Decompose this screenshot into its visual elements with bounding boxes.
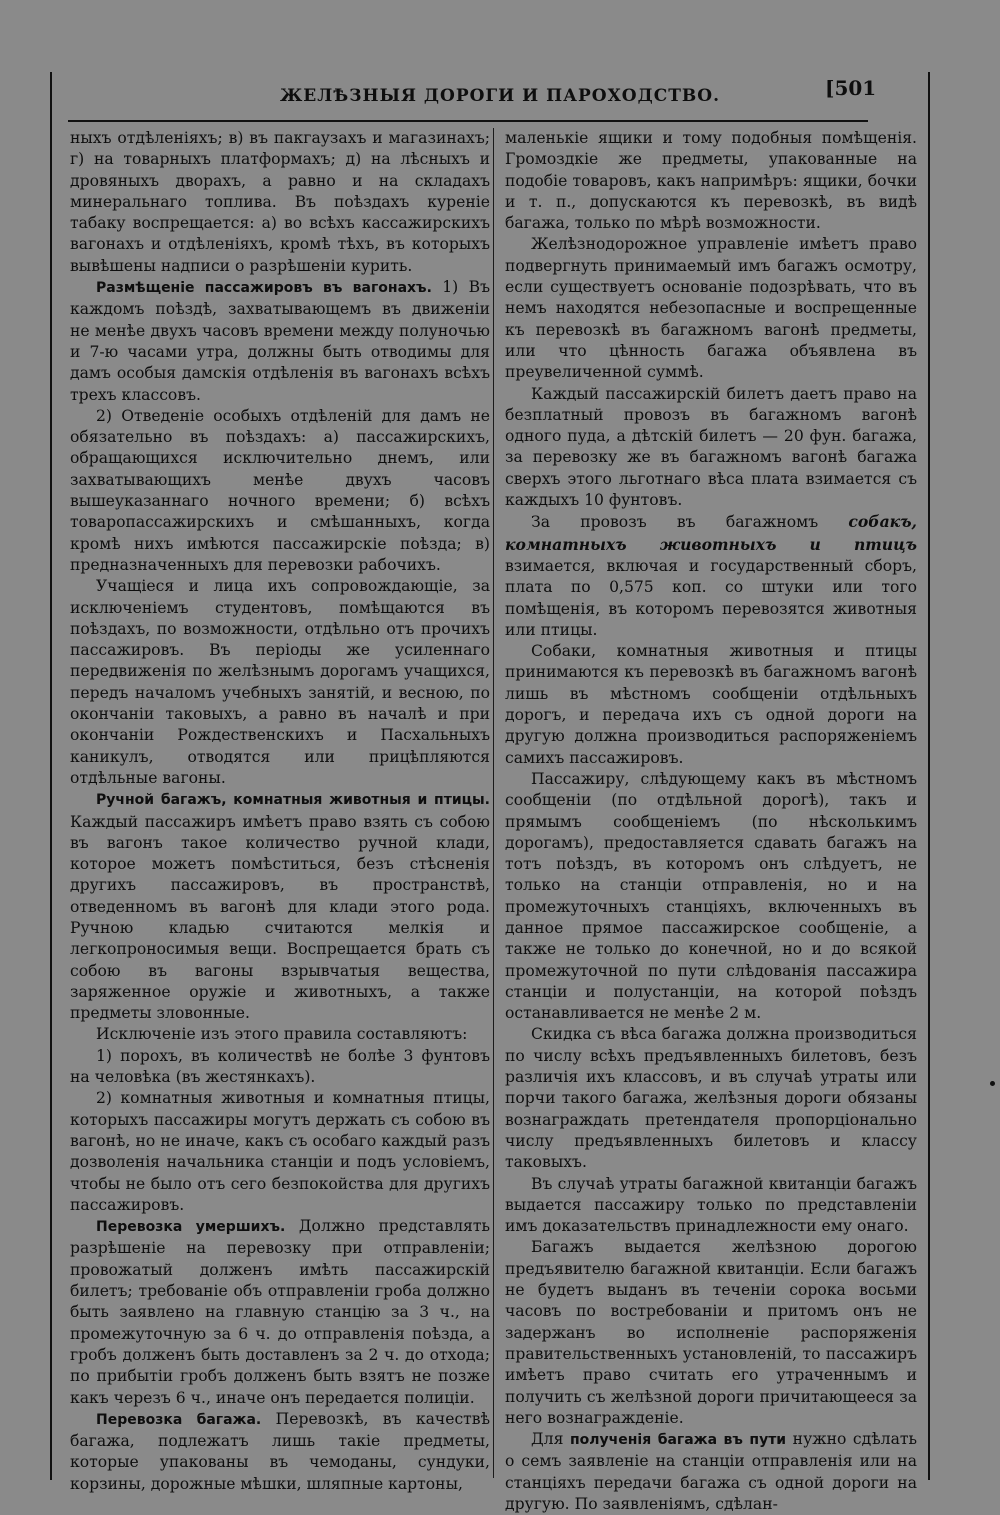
paragraph: Въ случаѣ утраты багажной квитанціи багажъ выдается пассажиру только по представленіи имъ доказательствъ принадлежности ему онаго. [505, 1174, 917, 1236]
paragraph: Желѣзнодорожное управленіе имѣетъ право подвергнуть принимаемый имъ багажъ осмотру, если существуетъ основаніе подозрѣвать, что въ немъ находятся небезопасные и воспрещенные къ перевозкѣ въ багажномъ вагонѣ предметы, или что цѣнность багажа объявлена въ преувеличенной суммѣ. [505, 235, 917, 382]
paragraph-text: 1) Въ каждомъ поѣздѣ, захватывающемъ въ движеніи не менѣе двухъ часовъ времени между полуночью и 7-ю часами утра, должны быть отводимы для дамъ особыя дамскія отдѣленія въ вагонахъ всѣхъ трехъ классовъ. [70, 278, 490, 404]
paragraph: Исключеніе изъ этого правила составляютъ: [96, 1025, 468, 1044]
section-heading: Размѣщеніе пассажировъ въ вагонахъ. [96, 280, 432, 297]
paragraph: Скидка съ вѣса багажа должна производиться по числу всѣхъ предъявленныхъ билетовъ, безъ различія ихъ классовъ, и въ случаѣ утраты или порчи такого багажа, желѣзныя дороги обязаны вознаграждать претендателя пропорціонально числу предъявленныхъ билетовъ и классу таковыхъ. [505, 1025, 917, 1172]
italic-emphasis: собакъ, комнатныхъ животныхъ и птицъ [505, 512, 917, 554]
paragraph [505, 511, 917, 641]
running-header: ЖЕЛѢЗНЫЯ ДОРОГИ И ПАРОХОДСТВО. [279, 86, 721, 106]
ink-speck [990, 1081, 995, 1086]
paragraph: Учащіеся и лица ихъ сопровождающіе, за исключеніемъ студентовъ, помѣщаются въ поѣздахъ, по возможности, отдѣльно отъ прочихъ пассажировъ. Въ періоды же усиленнаго передвиженія по желѣзнымъ дорогамъ учащихся, передъ началомъ учебныхъ занятій, и весною, по окончаніи таковыхъ, а равно въ началѣ и при окончаніи Рождественскихъ и Пасхальныхъ каникулъ, отводятся или прицѣпляются отдѣльные вагоны. [70, 577, 490, 787]
left-column [70, 128, 490, 1495]
paragraph: Собаки, комнатныя животныя и птицы принимаются къ перевозкѣ въ багажномъ вагонѣ лишь въ мѣстномъ сообщеніи отдѣльныхъ дорогъ, и передача ихъ съ одной дороги на другую должна производиться распоряженіемъ самихъ пассажировъ. [505, 642, 917, 767]
paragraph: 2) комнатныя животныя и комнатныя птицы, которыхъ пассажиры могутъ держать съ собою въ вагонѣ, но не иначе, какъ съ особаго каждый разъ дозволенія начальника станціи и подъ условіемъ, чтобы не было отъ сего безпокойства для другихъ пассажировъ. [70, 1089, 490, 1214]
paragraph: Пассажиру, слѣдующему какъ въ мѣстномъ сообщеніи (по отдѣльной дорогѣ), такъ и прямымъ сообщеніемъ (по нѣсколькимъ дорогамъ), предоставляется сдавать багажъ на тотъ поѣздъ, въ которомъ онъ слѣдуетъ, не только на станціи отправленія, но и на промежуточныхъ станціяхъ, включенныхъ въ данное прямое пассажирское сообщеніе, а также не только до конечной, но и до всякой промежуточной по пути слѣдованія пассажира станціи и полустанціи, на которой поѣздъ останавливается не менѣе 2 м. [505, 769, 917, 1023]
right-column [505, 128, 917, 1515]
paragraph-text: Перевозкѣ, въ качествѣ багажа, подлежатъ лишь такіе предметы, которые упакованы въ чемоданы, сундуки, корзины, дорожные мѣшки, шляпные картоны, [70, 1409, 490, 1493]
paragraph [70, 789, 490, 1024]
paragraph [505, 1429, 917, 1515]
paragraph: 1) порохъ, въ количествѣ не болѣе 3 фунтовъ на человѣка (въ жестянкахъ). [70, 1046, 490, 1087]
paragraph-text: Для [531, 1430, 570, 1449]
paragraph: Каждый пассажирскій билетъ даетъ право на безплатный провозъ въ багажномъ вагонѣ одного пуда, а дѣтскій билетъ — 20 фун. багажа, за перевозку же въ багажномъ вагонѣ багажа сверхъ этого льготнаго вѣса плата взимается съ каждыхъ 10 фунтовъ. [505, 384, 917, 510]
paragraph [70, 1409, 490, 1495]
bold-emphasis: полученія багажа въ пути [569, 1432, 787, 1449]
paragraph: маленькіе ящики и тому подобныя помѣщенія. Громоздкіе же предметы, упакованные на подобіе товаровъ, какъ напримѣръ: ящики, бочки и т. п., допускаются къ перевозкѣ, въ видѣ багажа, только по мѣрѣ возможности. [505, 129, 917, 233]
paragraph-text: За провозъ въ багажномъ [531, 513, 849, 532]
section-heading: Перевозка умершихъ. [96, 1219, 286, 1236]
paragraph [70, 1216, 490, 1409]
column-divider [493, 128, 494, 1478]
paragraph-text: Каждый пассажиръ имѣетъ право взять съ собою въ вагонъ такое количество ручной клади, которое можетъ помѣститься, безъ стѣсненія другихъ пассажировъ, въ пространствѣ, отведенномъ въ вагонѣ для клади этого рода. Ручною кладью считаются мелкія и легкопроносимыя вещи. Воспрещается брать съ собою въ вагоны взрывчатыя вещества, заряженное оружіе и животныхъ, а также предметы зловонные. [70, 812, 490, 1023]
section-heading: Перевозка багажа. [96, 1411, 262, 1428]
paragraph: 2) Отведеніе особыхъ отдѣленій для дамъ не обязательно въ поѣздахъ: а) пассажирскихъ, обращающихся исключительно днемъ, или захватывающихъ менѣе двухъ часовъ вышеуказаннаго ночного времени; б) всѣхъ товаропассажирскихъ и смѣшанныхъ, когда кромѣ нихъ имѣются пассажирскіе поѣзда; в) предназначенныхъ для перевозки рабочихъ. [70, 406, 490, 574]
page-number: [501 [825, 76, 877, 100]
paragraph [70, 277, 490, 406]
header-rule [68, 120, 868, 122]
section-heading: Ручной багажъ, комнатныя животныя и птицы. [96, 792, 490, 809]
paragraph-text: Должно представлять разрѣшеніе на перевозку при отправленіи; провожатый долженъ имѣть пассажирскій билетъ; требованіе объ отправленіи гроба должно быть заявлено на главную станцію за 3 ч., на промежуточную за 6 ч. до отправленія поѣзда, а гробъ долженъ быть доставленъ за 2 ч. до отхода; по прибытіи гробъ долженъ быть взятъ не позже какъ черезъ 6 ч., иначе онъ передается полиціи. [70, 1217, 490, 1407]
paragraph: Багажъ выдается желѣзною дорогою предъявителю багажной квитанціи. Если багажъ не будетъ выданъ въ теченіи сорока восьми часовъ по востребованіи и притомъ онъ не задержанъ во исполненіе распоряженія правительственныхъ установленій, то пассажиръ имѣетъ право считать его утраченнымъ и получить съ желѣзной дороги причитающееся за него вознагражденіе. [505, 1238, 917, 1427]
paragraph: ныхъ отдѣленіяхъ; в) въ пакгаузахъ и магазинахъ; г) на товарныхъ платформахъ; д) на лѣсныхъ и дровяныхъ дворахъ, а равно и на складахъ минеральнаго топлива. Въ поѣздахъ куреніе табаку воспрещается: а) во всѣхъ кассажирскихъ вагонахъ и отдѣленіяхъ, кромѣ тѣхъ, въ которыхъ вывѣшены надписи о разрѣшеніи курить. [70, 129, 490, 275]
paragraph-text: нужно сдѣлать о семъ заявленіе на станціи отправленія или на станціяхъ передачи багажа съ одной дороги на другую. По заявленіямъ, сдѣлан- [505, 1430, 917, 1513]
paragraph-text: взимается, включая и государственный сборъ, плата по 0,575 коп. со штуки или того помѣщенія, въ которомъ перевозятся животныя или птицы. [505, 556, 917, 639]
